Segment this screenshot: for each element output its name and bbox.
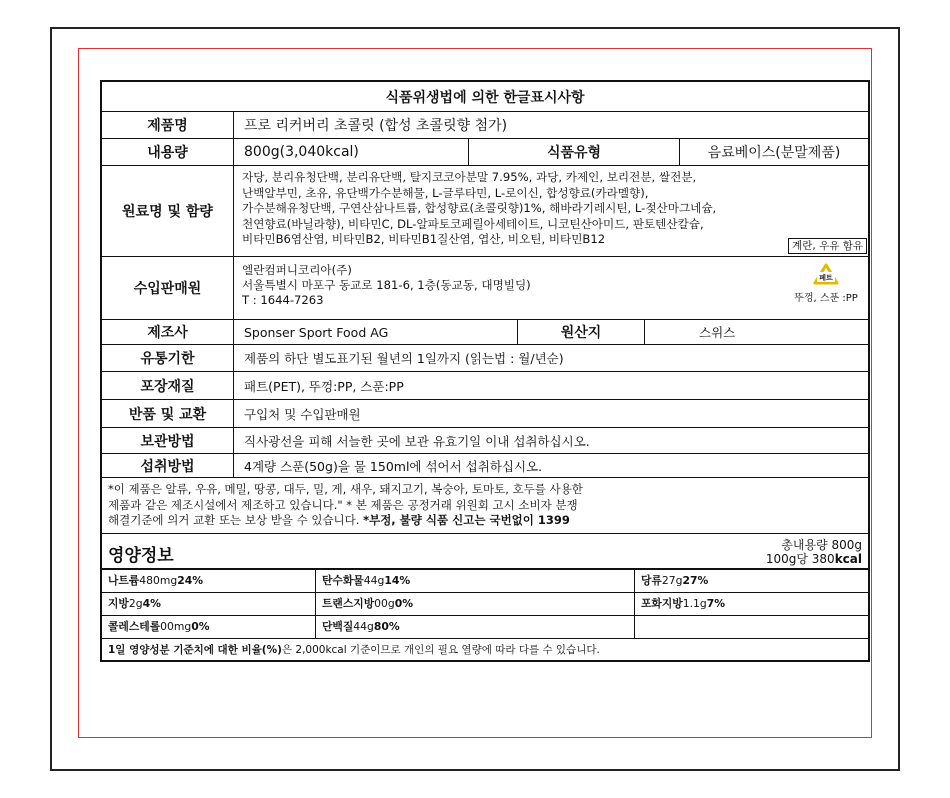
- importer-label: 수입판매원: [102, 257, 234, 319]
- product-label: 제품명: [102, 112, 234, 138]
- manufacturer-value: Sponser Sport Food AG: [234, 320, 518, 344]
- nutrient-cell: 탄수화물 44g 14%: [316, 570, 635, 592]
- pet-caption: 뚜껑, 스푼 :PP: [794, 293, 858, 304]
- nutrient-cell-empty: [635, 616, 868, 638]
- importer-text: 엘란컴퍼니코리아(주) 서울특별시 마포구 동교로 181-6, 1층(동교동, 대명빌딩) T : 1644-7263 페트 뚜껑, 스푼 :PP: [234, 257, 868, 319]
- intake-label: 섭취방법: [102, 454, 234, 477]
- nutrient-cell: 포화지방 1.1g 7%: [641, 597, 726, 610]
- content-row: [102, 138, 868, 165]
- nutrition-header: [102, 533, 868, 568]
- packaging-row: [102, 371, 868, 399]
- nutrition-row: [102, 568, 868, 592]
- content-value: 800g(3,040kcal): [234, 139, 469, 165]
- nutrition-footer: 1일 영양성분 기준치에 대한 비율(%) 은 2,000kcal 기준이므로 개인의 필요 열량에 따라 다를 수 있습니다.: [102, 638, 868, 660]
- importer-row: [102, 256, 868, 319]
- intake-row: [102, 453, 868, 477]
- manufacturer-row: [102, 319, 868, 344]
- nutrient-cell: 당류 27g 27%: [641, 574, 709, 587]
- ingredients-text: 자당, 분리유청단백, 분리유단백, 탈지코코아분말 7.95%, 과당, 카제인, 보리전분, 쌀전분, 난백알부민, 초유, 유단백가수분해물, L-글루타민, L-로이신, 합성향료(카라멜향), 가수분해유청단백, 구연산삼나트륨, 합성향료(초콜릿향)1%, 해바라기레시틴, L-젖산마그네슘, 천연향료(바닐라향), 비타민C, DL-알파토코페릴아세테이트, 니코틴산아미드, 판토텐산칼슘, 비타민B6염산염, 비타민B2, 비타민B1질산염, 엽산, 비오틴, 비타민B12 계란, 우유 함유: [234, 166, 868, 256]
- origin-value: 스위스: [699, 325, 736, 340]
- svg-text:페트: 페트: [819, 274, 833, 282]
- nutrient-cell: 트랜스지방 00g 0%: [316, 593, 635, 615]
- nutrition-row: [102, 592, 868, 615]
- food-type-value: 음료베이스(분말제품): [707, 145, 841, 161]
- manufacturer-label: 제조사: [102, 320, 234, 344]
- ingredients-row: [102, 165, 868, 256]
- product-row: [102, 111, 868, 138]
- storage-row: [102, 427, 868, 453]
- food-type-label: 식품유형: [469, 139, 680, 165]
- expiry-value: 제품의 하단 별도표기된 월년의 1일까지 (읽는법 : 월/년순): [244, 351, 564, 366]
- product-value: 프로 리커버리 초콜릿 (합성 초콜릿향 첨가): [244, 118, 508, 134]
- packaging-label: 포장재질: [102, 372, 234, 399]
- returns-label: 반품 및 교환: [102, 400, 234, 427]
- pet-recycle-mark: [790, 263, 862, 306]
- allergen-badge: 계란, 우유 함유: [788, 238, 867, 254]
- returns-row: [102, 399, 868, 427]
- nutrient-cell: 단백질 44g 80%: [316, 616, 635, 638]
- label-title: 식품위생법에 의한 한글표시사항: [385, 89, 585, 106]
- packaging-value: 패트(PET), 뚜껑:PP, 스푼:PP: [244, 378, 404, 394]
- nutrient-cell: 나트륨 480mg 24%: [102, 570, 316, 592]
- origin-label: 원산지: [518, 320, 645, 344]
- recycle-icon: [809, 263, 843, 289]
- food-label-table: [100, 80, 870, 662]
- storage-label: 보관방법: [102, 428, 234, 453]
- allergy-notice: *이 제품은 알류, 우유, 메밀, 땅콩, 대두, 밀, 게, 새우, 돼지고기, 복숭아, 토마토, 호두를 사용한 제품과 같은 제조시설에서 제조하고 있습니다." * 본 제품은 공정거래 위원회 고시 소비자 분쟁 해결기준에 의거 교환 또는 보상 받을 수 있습니다. *부정, 불량 식품 신고는 국번없이 1399: [102, 477, 868, 533]
- expiry-row: [102, 344, 868, 371]
- ingredients-label: 원료명 및 함량: [102, 166, 234, 256]
- nutrient-cell: 콜레스테롤 00mg 0%: [102, 616, 316, 638]
- nutrition-title: 영양정보: [108, 545, 174, 566]
- nutrition-row: [102, 615, 868, 638]
- nutrient-cell: 지방 2g 4%: [102, 593, 316, 615]
- report-hotline: *부정, 불량 식품 신고는 국번없이 1399: [363, 513, 570, 527]
- returns-value: 구입처 및 수입판매원: [244, 406, 361, 422]
- intake-value: 4계량 스푼(50g)을 물 150ml에 섞어서 섭취하십시오.: [244, 458, 543, 474]
- storage-value: 직사광선을 피해 서늘한 곳에 보관 유효기일 이내 섭취하십시오.: [244, 433, 590, 449]
- expiry-label: 유통기한: [102, 345, 234, 371]
- content-label: 내용량: [102, 139, 234, 165]
- nutrition-total: 총내용량 800g 100g당 380kcal: [765, 537, 862, 566]
- nutrition-table: [102, 568, 868, 660]
